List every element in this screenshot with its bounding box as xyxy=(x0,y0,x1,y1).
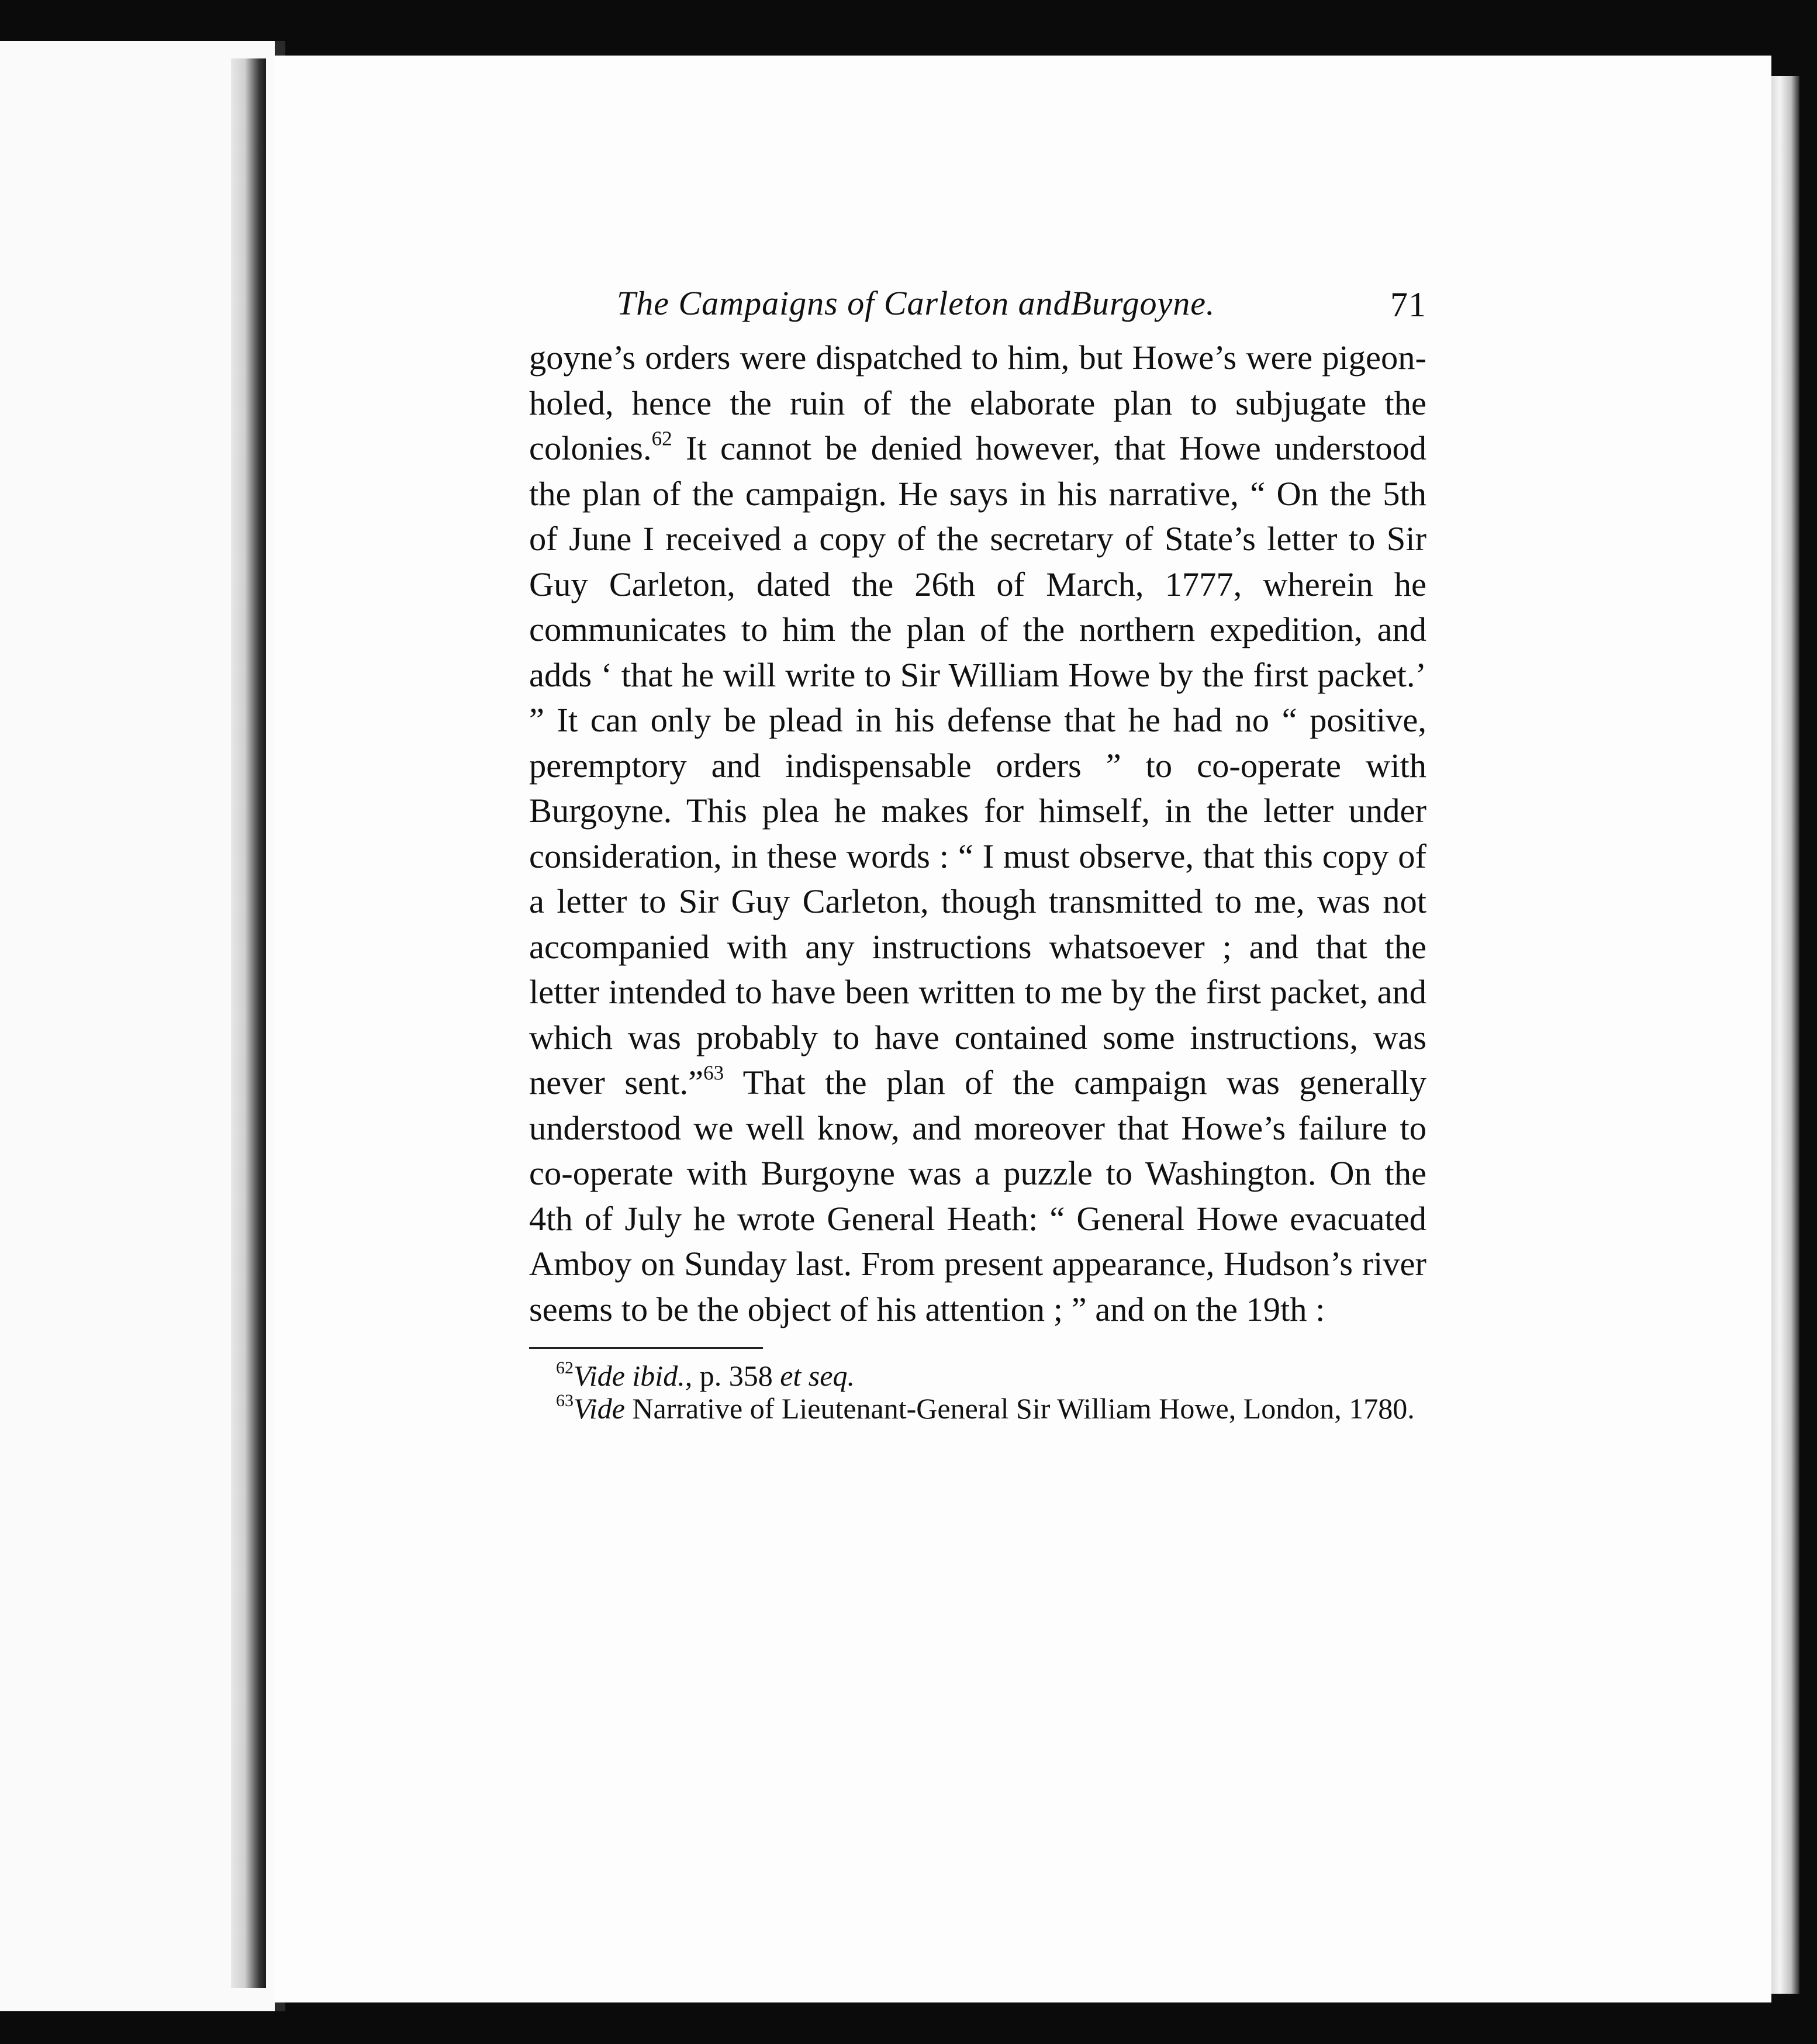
body-text xyxy=(529,335,1426,1332)
footnote-text: Narrative of Lieutenant-General Sir William Howe, London, 1780. xyxy=(624,1392,1415,1425)
text-segment: That the plan of the campaign was generally understood we well know, and moreover that Howe’s failure to co-operate with Burgoyne was a puzzle to Washington. On the 4th of July he wrote General Heath: “ General Howe evacuated Amboy on Sunday last. From present appearance, Hudson’s river seems to be the object of his attention ; ” and on the 19th : xyxy=(529,1064,1426,1328)
footnote-number: 62 xyxy=(556,1358,574,1377)
text-segment: goyne’s orders were dispatched to him, but Howe’s were pigeon-holed, hence the ruin of the elaborate plan to subjugate the colonies. xyxy=(529,339,1426,467)
running-head xyxy=(529,278,1426,330)
footnotes xyxy=(529,1359,1426,1425)
footnote-reference: 62 xyxy=(651,427,672,450)
text-segment: It cannot be denied however, that Howe understood the plan of the campaign. He says in his narrative, “ On the 5th of June I received a copy of the secretary of State’s letter to Sir Guy Carleton, dated the 26th of March, 1777, wherein he communicates to him the plan of the northern expedition, and adds ‘ that he will write to Sir William Howe by the first packet.’ ” It can only be plead in his defense that he had no “ positive, peremptory and indispensable orders ” to co-operate with Burgoyne. This plea he makes for himself, in the letter under consideration, in these words : “ I must observe, that this copy of a letter to Sir Guy Carleton, though transmitted to me, was not accompanied with any instructions whatsoever ; and that the letter intended to have been written to me by the first packet, and which was probably to have contained some instructions, was never sent.” xyxy=(529,429,1426,1102)
book-gutter xyxy=(231,58,266,1988)
page-edge xyxy=(1771,76,1799,1994)
footnote-rule xyxy=(529,1347,763,1349)
footnote-lead: Vide xyxy=(574,1392,625,1425)
running-title: The Campaigns of Carleton andBurgoyne. xyxy=(617,284,1215,322)
footnote-number: 63 xyxy=(556,1391,574,1410)
page-content xyxy=(529,278,1426,1425)
footnote-reference: 63 xyxy=(703,1061,724,1085)
page-number: 71 xyxy=(1390,285,1426,324)
footnote-tail: et seq. xyxy=(780,1359,855,1392)
paragraph xyxy=(529,335,1426,1332)
footnote-text: , p. 358 xyxy=(685,1359,780,1392)
footnote-lead: Vide ibid. xyxy=(574,1359,685,1392)
footnote xyxy=(529,1359,1426,1392)
footnote xyxy=(529,1392,1426,1425)
